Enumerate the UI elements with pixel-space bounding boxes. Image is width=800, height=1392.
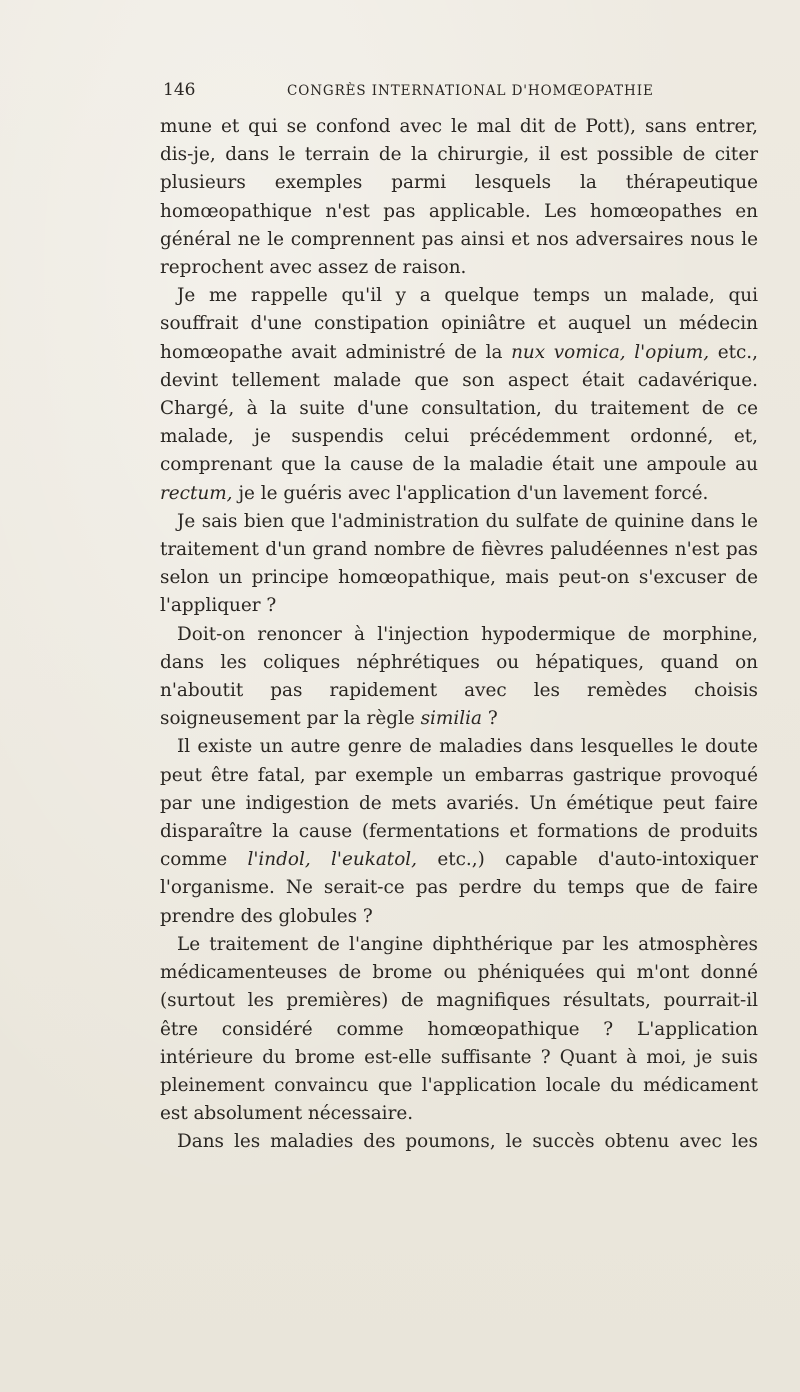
text-segment: Je sais bien que l'administration du sulfate de quinine dans le traitement d'un grand nombre de fièvres paludéennes n'est pas selon un principe homœopathique, mais peut-on s'excuser de l'appliquer ? (160, 510, 758, 617)
paragraph (160, 621, 758, 734)
text-segment: ? (481, 708, 498, 730)
italic-term: similia (420, 708, 482, 730)
text-segment: Il existe un autre genre de maladies dans lesquelles le doute peut être fatal, par exemple un embarras gastrique provoqué par une indigestion de mets avariés. Un émétique peut faire disparaître la cause (fermentations et formations de produits comme (160, 736, 758, 871)
text-segment: etc.,) capable d'auto-intoxiquer l'organisme. Ne serait-ce pas perdre du temps que de faire prendre des globules ? (160, 849, 758, 927)
text-segment: Je me rappelle qu'il y a quelque temps un malade, qui souffrait d'une constipation opiniâtre et auquel un médecin homœopathe avait administré de la (160, 285, 758, 363)
paragraph (160, 113, 758, 282)
text-segment: Le traitement de l'angine diphthérique par les atmosphères médicamenteuses de brome ou phéniquées qui m'ont donné (surtout les premières) de magnifiques résultats, pourrait-il être considéré comme homœopathique ? L'application intérieure du brome est-elle suffisante ? Quant à moi, je suis pleinement convaincu que l'application locale du médicament est absolument nécessaire. (160, 933, 758, 1125)
text-segment: mune et qui se confond avec le mal dit de Pott), sans entrer, dis-je, dans le terrain de la chirurgie, il est possible de citer plusieurs exemples parmi lesquels la thérapeutique homœopathique n'est pas applicable. Les homœopathes en général ne le comprennent pas ainsi et nos adversaires nous le reprochent avec assez de raison. (160, 116, 758, 279)
paragraph (160, 508, 758, 621)
italic-term: rectum, (160, 482, 233, 504)
text-segment: Dans les maladies des poumons, le succès obtenu avec les (177, 1131, 758, 1153)
paragraph (160, 282, 758, 508)
page-number: 146 (163, 80, 196, 100)
text-segment: etc., devint tellement malade que son aspect était cadavérique. Chargé, à la suite d'une consultation, du traitement de ce malade, je suspendis celui précédemment ordonné, et, comprenant que la cause de la maladie était une ampoule au (160, 341, 758, 476)
italic-term: nux vomica, l'opium, (511, 341, 710, 363)
paragraph (160, 1128, 758, 1156)
page-header (163, 80, 758, 104)
paragraph (160, 733, 758, 930)
italic-term: l'indol, l'eukatol, (247, 849, 417, 871)
running-title: CONGRÈS INTERNATIONAL D'HOMŒOPATHIE (287, 83, 654, 99)
text-segment: Doit-on renoncer à l'injection hypodermique de morphine, dans les coliques néphrétiques ou hépatiques, quand on n'aboutit pas rapidement avec les remèdes choisis soigneusement par la règle (160, 623, 758, 730)
body-text (160, 113, 758, 1157)
text-segment: je le guéris avec l'application d'un lavement forcé. (232, 482, 709, 504)
paragraph (160, 931, 758, 1128)
